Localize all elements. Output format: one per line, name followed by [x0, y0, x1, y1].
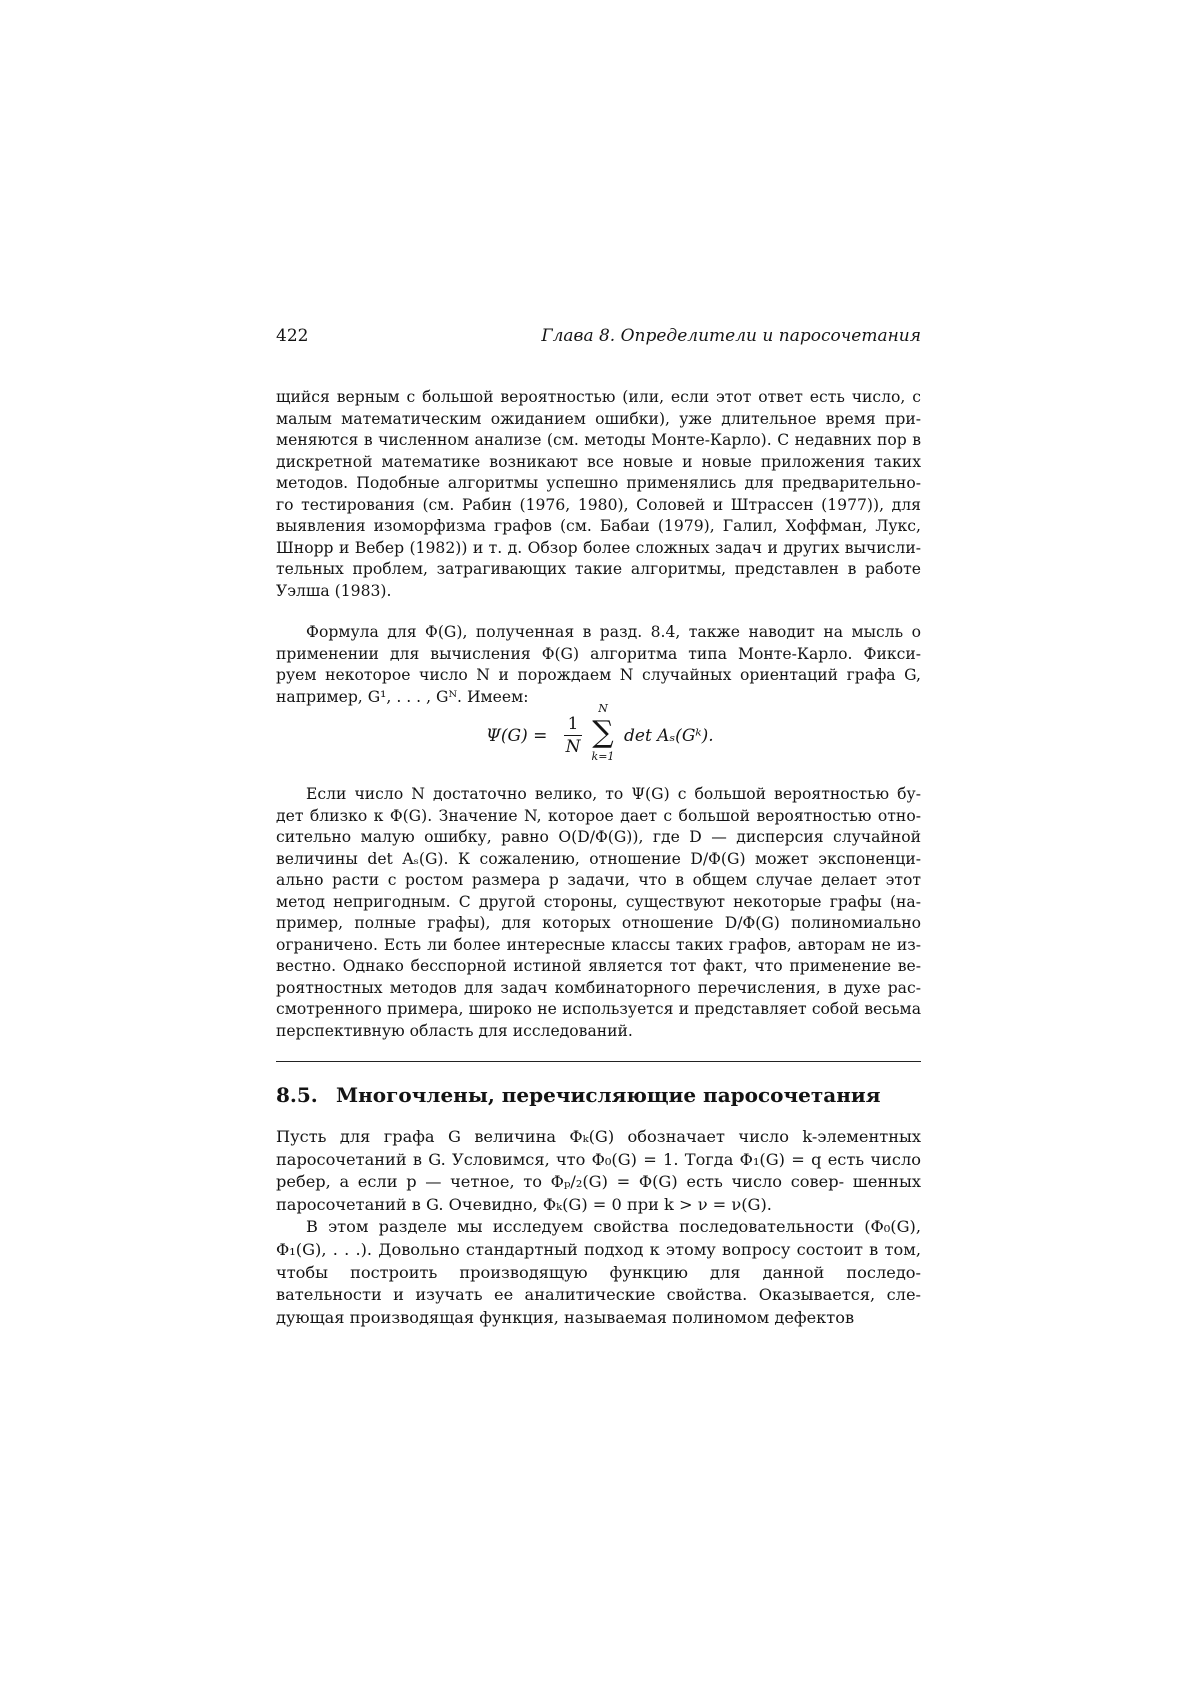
paragraph-estimate	[276, 784, 921, 1042]
paragraph-continuation	[276, 387, 921, 602]
text-line: Шнорр и Вебер (1982)) и т. д. Обзор более сложных задач и других вычисли-	[276, 538, 921, 557]
text-line: сительно малую ошибку, равно O(D/Φ(G)), где D — дисперсия случайной	[276, 828, 921, 846]
text-line: том, чтобы построить производящую функцию для данной последо-	[276, 1239, 921, 1282]
text-line: Φ₁(G), . . .). Довольно стандартный подход к этому вопросу состоит в	[276, 1239, 879, 1259]
text-line: в дискретной математике возникают все новые и новые приложения таких	[276, 431, 921, 471]
fraction-denominator: N	[565, 737, 581, 757]
text-line: ограничено. Есть ли более интересные классы таких графов, авторам не из-	[276, 935, 921, 954]
formula-lhs: Ψ(G) =	[486, 726, 548, 746]
formula-rhs: det Aₛ(Gᵏ).	[624, 726, 714, 746]
fraction-numerator: 1	[567, 714, 579, 734]
text-line: например, G¹, . . . , Gᴺ. Имеем:	[276, 687, 529, 706]
text-line: Уэлша (1983).	[276, 581, 392, 600]
paragraph	[276, 622, 921, 708]
fraction-bar	[564, 735, 582, 736]
text-line: роятностных методов для задач комбинаторного перечисления, в духе рас-	[276, 978, 921, 997]
text-line: го тестирования (см. Рабин (1976, 1980), Соловей и Штрассен (1977)), для	[276, 495, 921, 514]
text-line: В этом разделе мы исследуем свойства последовательности (Φ₀(G),	[306, 1217, 921, 1237]
sum-lower-limit: k=1	[591, 750, 615, 763]
chapter-title: Глава 8. Определители и паросочетания	[541, 326, 921, 346]
text-line: ально расти с ростом размера p задачи, что в общем случае делает этот	[276, 871, 921, 889]
paragraph	[276, 1216, 921, 1329]
section-heading	[276, 1080, 921, 1110]
text-line: тельных проблем, затрагивающих такие алгоритмы, представлен в работе	[276, 560, 921, 578]
sigma-symbol: ∑	[592, 715, 614, 750]
text-line: Формула для Φ(G), полученная в разд. 8.4, также наводит на мысль о	[306, 623, 921, 641]
section-divider	[276, 1061, 921, 1062]
text-line: шенных паросочетаний в G. Очевидно, Φₖ(G) = 0 при k > ν = ν(G).	[276, 1172, 921, 1214]
text-line: дет близко к Φ(G). Значение N, которое дает с большой вероятностью отно-	[276, 806, 921, 825]
display-formula	[276, 702, 921, 774]
section-body	[276, 1126, 921, 1329]
sum-upper-limit: N	[598, 702, 608, 715]
paragraph	[276, 1126, 921, 1216]
formula-fraction	[564, 714, 582, 757]
summation	[588, 702, 618, 764]
text-line: с малым математическим ожиданием ошибки), уже длительное время при-	[276, 388, 921, 428]
section-title: Многочлены, перечисляющие паросочетания	[336, 1083, 881, 1107]
text-line: меняются в численном анализе (см. методы Монте-Карло). С недавних пор	[276, 431, 907, 449]
text-line: руем некоторое число N и порождаем N случайных ориентаций графа G,	[276, 666, 921, 684]
text-line: смотренного примера, широко не используется и представляет собой весьма	[276, 1000, 921, 1018]
text-line: вательности и изучать ее аналитические свойства. Оказывается, сле-	[276, 1285, 921, 1305]
text-line: метод непригодным. С другой стороны, существуют некоторые графы (на-	[276, 892, 921, 911]
text-line: щийся верным с большой вероятностью (или, если этот ответ есть число,	[276, 388, 906, 406]
text-line: вестно. Однако бесспорной истиной является тот факт, что применение ве-	[276, 957, 921, 975]
paragraph	[276, 784, 921, 1042]
paragraph	[276, 387, 921, 602]
text-line: Если число N достаточно велико, то Ψ(G) с большой вероятностью бу-	[306, 785, 921, 803]
text-line: дующая производящая функция, называемая полиномом дефектов	[276, 1307, 855, 1327]
text-line: выявления изоморфизма графов (см. Бабаи (1979), Галил, Хоффман, Лукс,	[276, 517, 921, 535]
paragraph-monte-carlo	[276, 622, 921, 708]
section-number: 8.5.	[276, 1083, 318, 1107]
text-line: величины det Aₛ(G). К сожалению, отношение D/Φ(G) может экспоненци-	[276, 849, 921, 868]
formula-body	[486, 702, 806, 774]
text-line: пример, полные графы), для которых отношение D/Φ(G) полиномиально	[276, 914, 921, 932]
running-head	[276, 323, 921, 349]
page-number: 422	[276, 326, 309, 346]
text-line: методов. Подобные алгоритмы успешно применялись для предварительно-	[276, 474, 921, 492]
text-line: применении для вычисления Φ(G) алгоритма типа Монте-Карло. Фикси-	[276, 644, 921, 663]
text-line: число ребер, а если p — четное, то Φₚ/₂(G) = Φ(G) есть число совер-	[276, 1149, 921, 1192]
text-line: Пусть для графа G величина Φₖ(G) обозначает число k-элементных	[276, 1127, 921, 1146]
text-line: паросочетаний в G. Условимся, что Φ₀(G) = 1. Тогда Φ₁(G) = q есть	[276, 1149, 865, 1169]
text-line: перспективную область для исследований.	[276, 1021, 633, 1040]
